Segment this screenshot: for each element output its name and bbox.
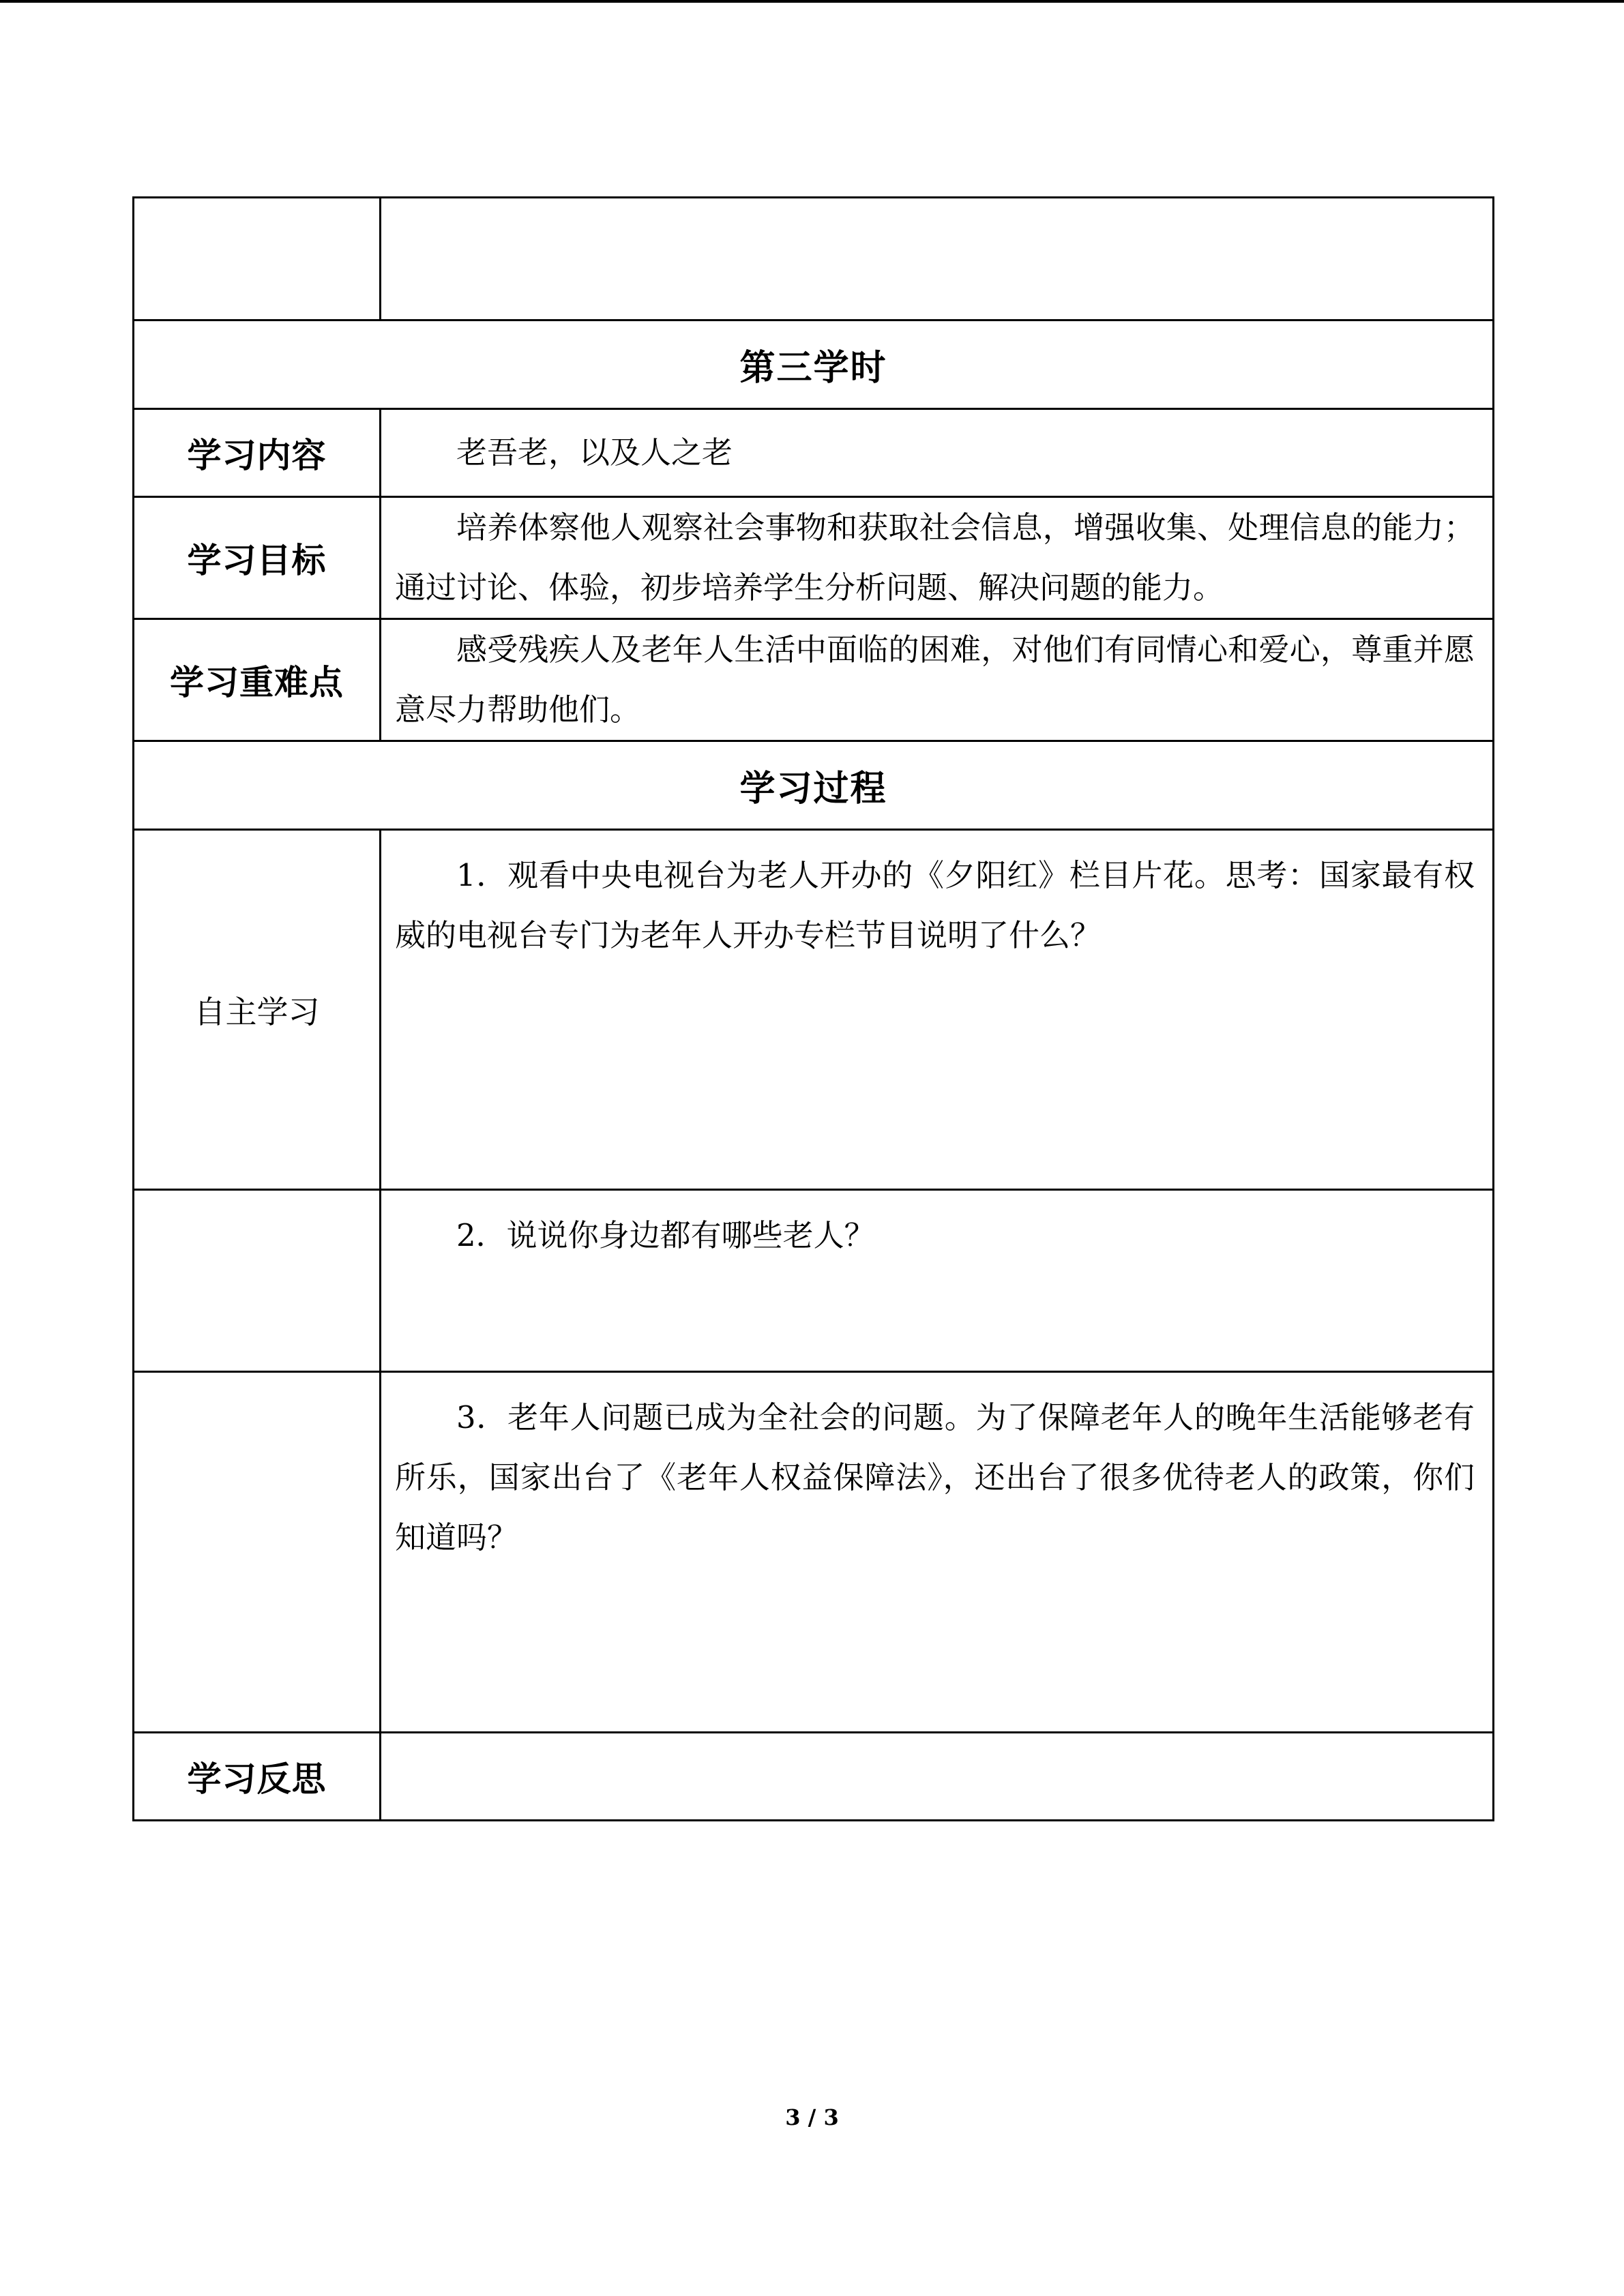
top-border-line — [0, 0, 1624, 3]
process-title: 学习过程 — [134, 741, 1494, 830]
table-row-content — [134, 409, 1494, 497]
table-row-goal — [134, 497, 1494, 619]
key-points-text: 感受残疾人及老年人生活中面临的困难，对他们有同情心和爱心，尊重并愿意尽力帮助他们。 — [395, 631, 1475, 728]
table-row-question-2 — [134, 1190, 1494, 1372]
table-row-empty-top — [134, 198, 1494, 320]
page-number: 3 / 3 — [785, 2104, 839, 2130]
goal-text: 培养体察他人观察社会事物和获取社会信息，增强收集、处理信息的能力；通过讨论、体验，初步培养学生分析问题、解决问题的能力。 — [395, 509, 1475, 606]
table-row-question-3 — [134, 1372, 1494, 1733]
table-row-reflection — [134, 1733, 1494, 1821]
content-label: 学习内容 — [134, 409, 381, 497]
table-row-question-1 — [134, 830, 1494, 1190]
table-row-key-points — [134, 619, 1494, 741]
self-study-label: 自主学习 — [134, 830, 381, 1190]
question-3-label-cell — [134, 1372, 381, 1733]
reflection-cell — [381, 1733, 1494, 1821]
question-2-label-cell — [134, 1190, 381, 1372]
content-text: 老吾老，以及人之老 — [456, 434, 733, 471]
question-2-text: 2．说说你身边都有哪些老人？ — [456, 1217, 875, 1253]
table-row-process-title — [134, 741, 1494, 830]
key-points-label: 学习重难点 — [134, 619, 381, 741]
reflection-label: 学习反思 — [134, 1733, 381, 1821]
table-row-session-title — [134, 320, 1494, 409]
empty-content-cell — [381, 198, 1494, 320]
lesson-plan-table — [132, 196, 1494, 1821]
question-1-text: 1．观看中央电视台为老人开办的《夕阳红》栏目片花。思考：国家最有权威的电视台专门为老年人开办专栏节目说明了什么？ — [395, 857, 1475, 953]
question-2-cell — [381, 1190, 1494, 1372]
question-1-cell — [381, 830, 1494, 1190]
goal-label: 学习目标 — [134, 497, 381, 619]
question-3-cell — [381, 1372, 1494, 1733]
question-3-text: 3．老年人问题已成为全社会的问题。为了保障老年人的晚年生活能够老有所乐，国家出台了《老年人权益保障法》，还出台了很多优待老人的政策，你们知道吗？ — [395, 1399, 1475, 1555]
session-title: 第三学时 — [134, 320, 1494, 409]
goal-cell — [381, 497, 1494, 619]
empty-label-cell — [134, 198, 381, 320]
key-points-cell — [381, 619, 1494, 741]
content-cell — [381, 409, 1494, 497]
